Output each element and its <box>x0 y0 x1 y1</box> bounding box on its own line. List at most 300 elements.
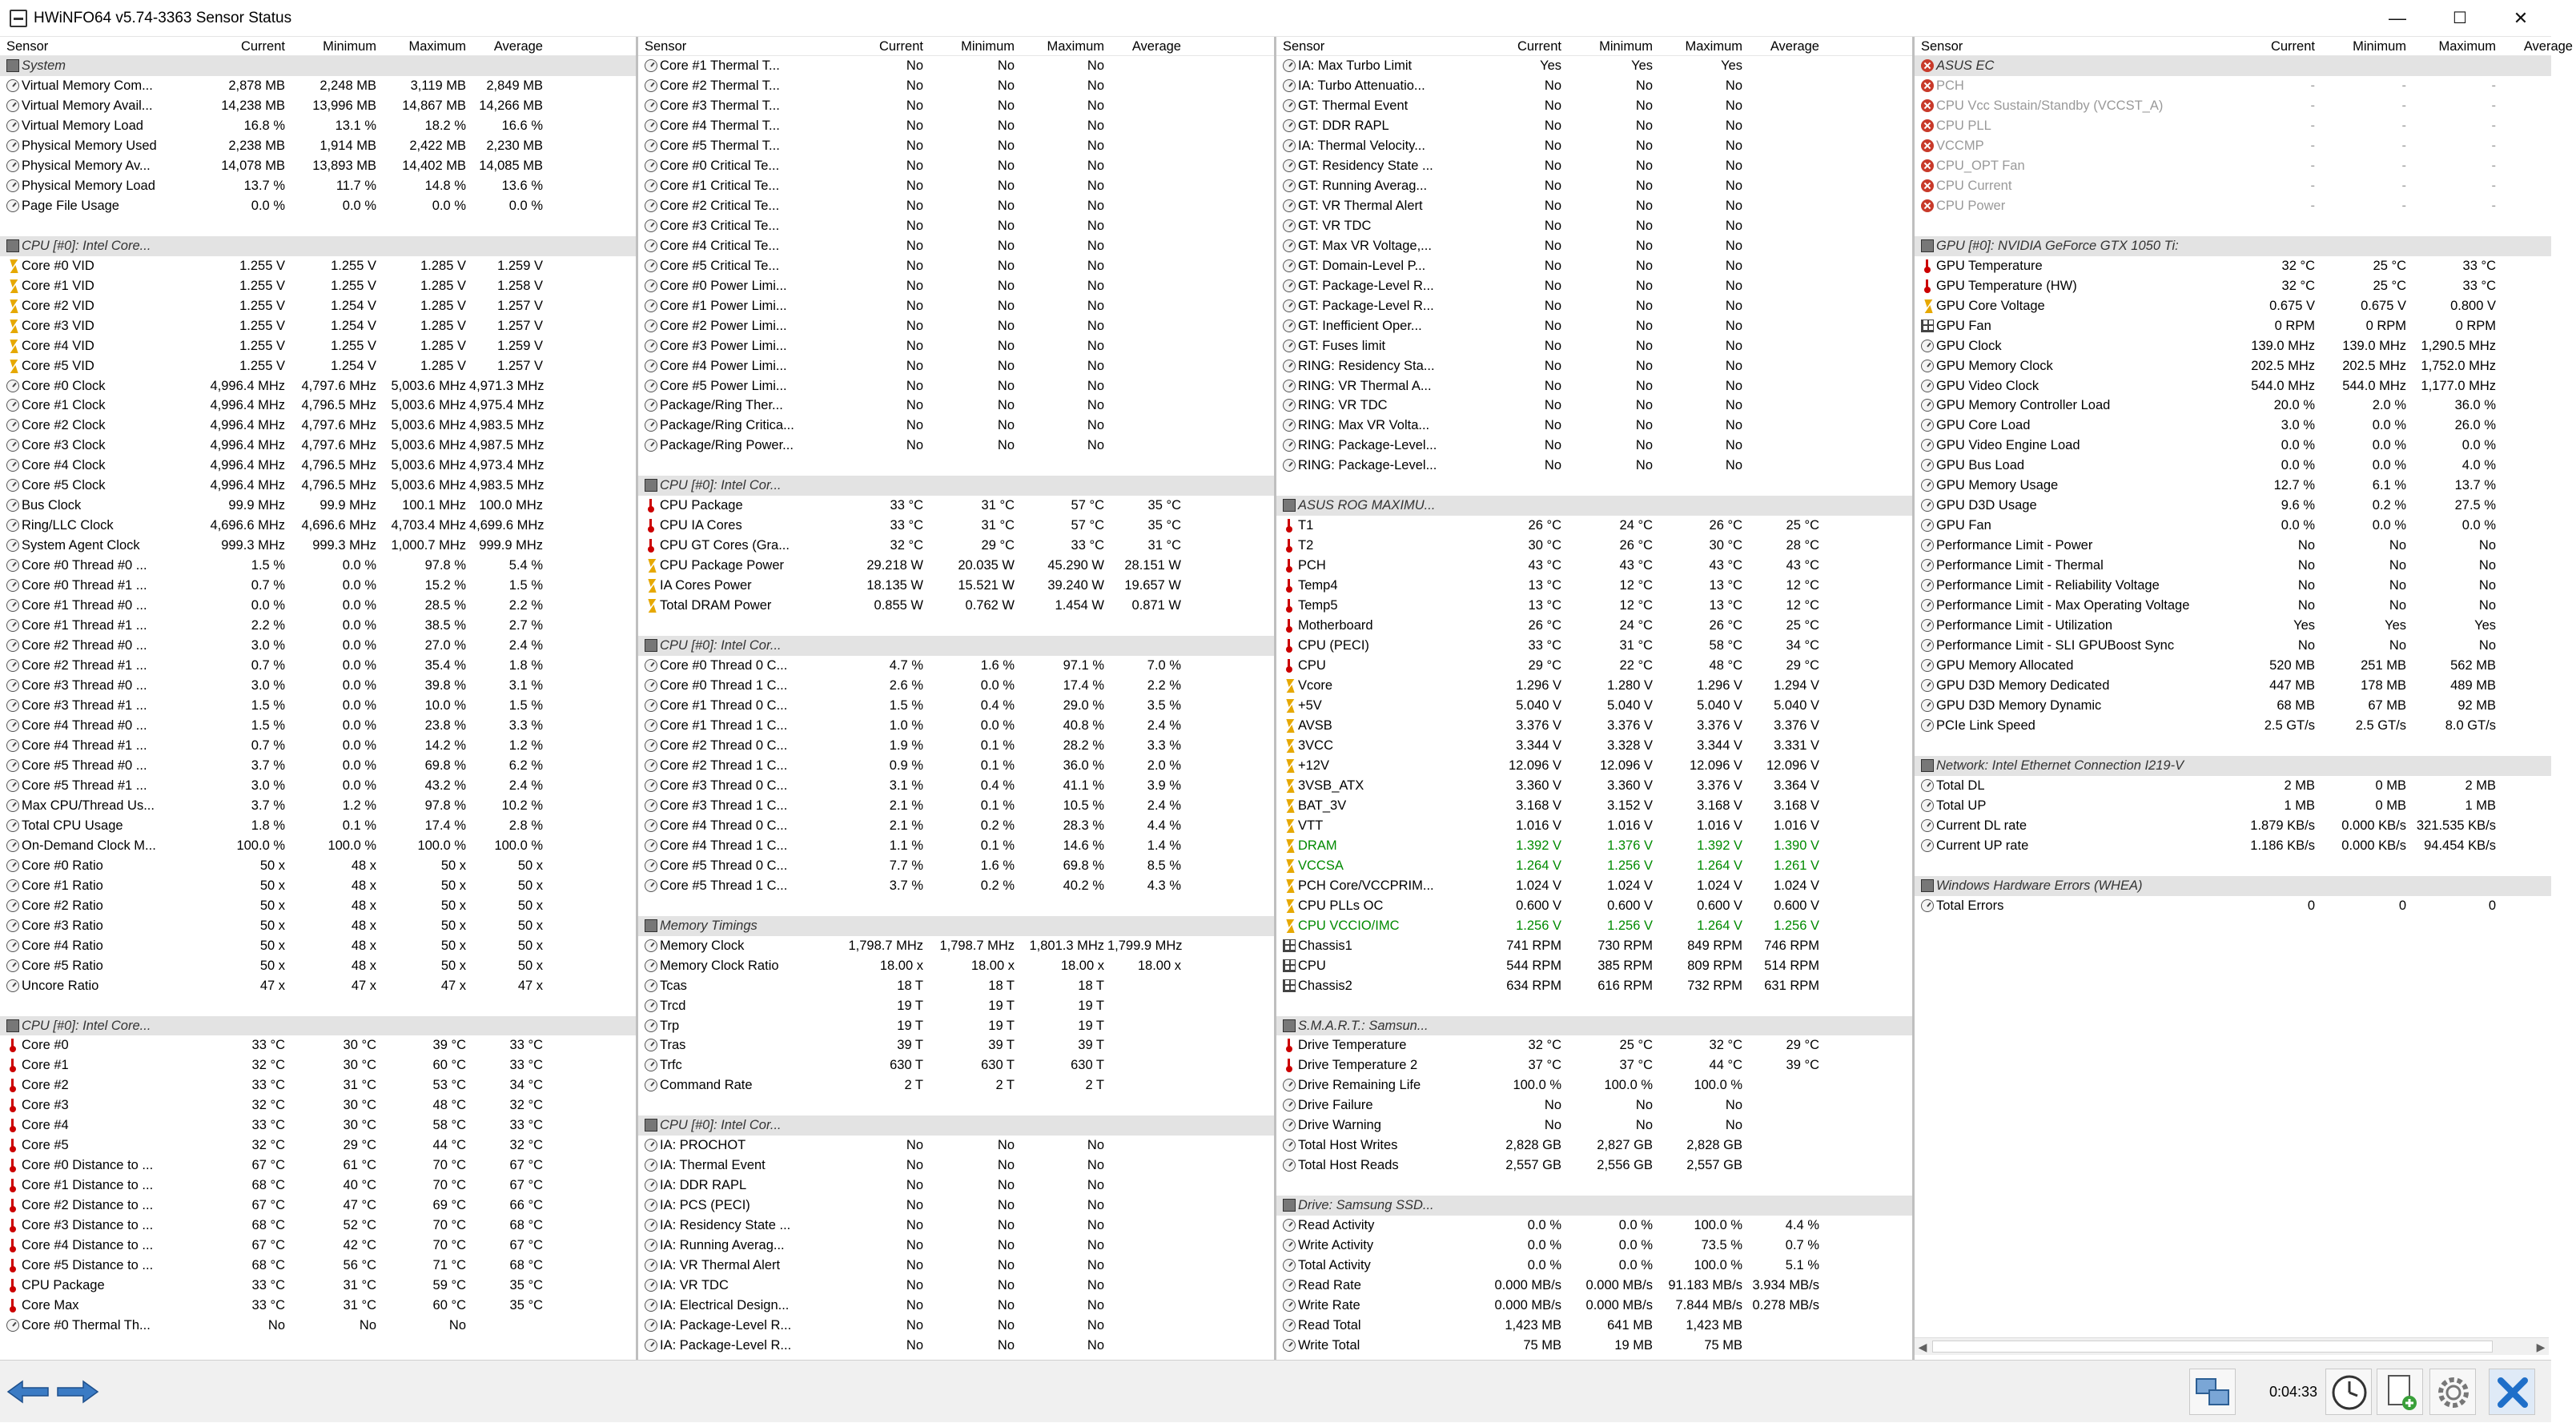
sensor-row[interactable] <box>638 696 1274 716</box>
sensor-row[interactable] <box>1915 336 2551 356</box>
clock-icon[interactable] <box>2325 1369 2372 1415</box>
sensor-row[interactable] <box>638 256 1274 276</box>
sensor-row[interactable] <box>0 876 636 896</box>
sensor-minimum: No <box>997 238 1015 253</box>
sensor-row[interactable] <box>1276 56 1912 76</box>
maximize-button[interactable]: ☐ <box>2453 10 2467 27</box>
sensor-row[interactable] <box>0 1316 636 1336</box>
sensor-row[interactable] <box>1915 696 2551 716</box>
sensor-row[interactable] <box>1915 896 2551 916</box>
sensor-group-header[interactable] <box>638 476 1274 496</box>
sensor-row[interactable] <box>1276 396 1912 416</box>
sensor-row[interactable] <box>638 376 1274 396</box>
sensor-row[interactable] <box>0 596 636 616</box>
sensor-maximum: No <box>1725 318 1742 333</box>
sensor-row[interactable] <box>1915 416 2551 436</box>
column-header-sensor[interactable]: Sensor <box>1921 39 1963 54</box>
sensor-current: No <box>906 338 923 353</box>
sensor-group-header[interactable] <box>638 1115 1274 1136</box>
sensor-row[interactable] <box>1276 956 1912 976</box>
sensor-row[interactable] <box>1915 396 2551 416</box>
sensor-row[interactable] <box>0 916 636 936</box>
column-header-average[interactable]: Average <box>493 39 543 54</box>
sensor-row[interactable] <box>0 576 636 596</box>
sensor-minimum: 4,796.5 MHz <box>301 398 376 413</box>
sensor-row[interactable] <box>1276 916 1912 936</box>
sensor-row[interactable] <box>1915 316 2551 336</box>
sensor-row[interactable] <box>638 1336 1274 1356</box>
sensor-row[interactable] <box>1915 476 2551 496</box>
column-header-average[interactable]: Average <box>1770 39 1819 54</box>
sensor-row[interactable] <box>0 1156 636 1176</box>
column-header-row[interactable] <box>1276 37 1912 56</box>
sensor-row[interactable] <box>638 736 1274 756</box>
column-header-minimum[interactable]: Minimum <box>2353 39 2406 54</box>
sensor-row[interactable] <box>1276 76 1912 96</box>
column-header-average[interactable]: Average <box>2523 39 2573 54</box>
add-report-icon[interactable] <box>2377 1369 2423 1415</box>
sensor-row[interactable] <box>0 1075 636 1095</box>
sensor-row[interactable] <box>1915 156 2551 176</box>
sensor-row[interactable] <box>638 876 1274 896</box>
column-header-minimum[interactable]: Minimum <box>323 39 376 54</box>
sensor-row[interactable] <box>0 436 636 456</box>
sensor-row[interactable] <box>638 996 1274 1016</box>
sensor-row[interactable] <box>1915 96 2551 116</box>
sensor-row[interactable] <box>1915 276 2551 296</box>
sensor-row[interactable] <box>638 496 1274 516</box>
sensor-row[interactable] <box>0 836 636 856</box>
sensor-row[interactable] <box>1276 776 1912 796</box>
sensor-row[interactable] <box>0 1276 636 1296</box>
sensor-row[interactable] <box>1915 116 2551 136</box>
sensor-minimum: 1.280 V <box>1607 678 1653 693</box>
sensor-row[interactable] <box>1915 76 2551 96</box>
sensor-row[interactable] <box>638 676 1274 696</box>
sensor-row[interactable] <box>638 1156 1274 1176</box>
sensor-row[interactable] <box>0 76 636 96</box>
sensor-row[interactable] <box>0 196 636 216</box>
sensor-row[interactable] <box>0 396 636 416</box>
column-header-current[interactable]: Current <box>878 39 923 54</box>
sensor-row[interactable] <box>1276 376 1912 396</box>
sensor-row[interactable] <box>1915 356 2551 376</box>
sensor-group-header[interactable] <box>1915 56 2551 76</box>
column-header-sensor[interactable]: Sensor <box>645 39 687 54</box>
sensor-row[interactable] <box>638 1136 1274 1156</box>
sensor-row[interactable] <box>0 176 636 196</box>
sensor-group-header[interactable] <box>1915 236 2551 256</box>
sensor-row[interactable] <box>1276 96 1912 116</box>
sensor-row[interactable] <box>638 1055 1274 1075</box>
sensor-row[interactable] <box>0 656 636 676</box>
sensor-panel-1[interactable] <box>0 37 638 1360</box>
sensor-row[interactable] <box>638 1035 1274 1055</box>
sensor-row[interactable] <box>1276 1115 1912 1136</box>
sensor-current: 14,078 MB <box>221 158 285 173</box>
sensor-row[interactable] <box>638 196 1274 216</box>
sensor-row[interactable] <box>1276 1075 1912 1095</box>
sensor-row[interactable] <box>1276 836 1912 856</box>
sensor-row[interactable] <box>0 736 636 756</box>
sensor-name: VCCMP <box>1936 138 1984 153</box>
sensor-row[interactable] <box>638 276 1274 296</box>
sensor-minimum: 0.4 % <box>980 698 1015 713</box>
sensor-row[interactable] <box>0 256 636 276</box>
sensor-row[interactable] <box>1276 1296 1912 1316</box>
sensor-row[interactable] <box>0 716 636 736</box>
sensor-name: CPU Package Power <box>660 558 784 573</box>
sensor-row[interactable] <box>1915 496 2551 516</box>
sensor-group-header[interactable] <box>638 636 1274 656</box>
sensor-row[interactable] <box>0 616 636 636</box>
sensor-average: 1.258 V <box>497 278 543 293</box>
sensor-row[interactable] <box>1276 1236 1912 1256</box>
sensor-row[interactable] <box>0 1216 636 1236</box>
column-header-current[interactable]: Current <box>240 39 285 54</box>
sensor-row[interactable] <box>0 1035 636 1055</box>
sensor-name: Core #3 Thread #1 ... <box>22 698 147 713</box>
sensor-row[interactable] <box>1915 196 2551 216</box>
sensor-row[interactable] <box>1915 516 2551 536</box>
sensor-row[interactable] <box>0 1055 636 1075</box>
minimize-button[interactable]: — <box>2389 8 2406 28</box>
sensor-row[interactable] <box>1276 696 1912 716</box>
sensor-row[interactable] <box>1276 256 1912 276</box>
sensor-name: CPU PLLs OC <box>1298 898 1384 913</box>
scroll-right-arrow-icon[interactable]: ▶ <box>2536 1341 2546 1353</box>
sensor-row[interactable] <box>1915 776 2551 796</box>
sensor-row[interactable] <box>0 1136 636 1156</box>
sensor-row[interactable] <box>1276 556 1912 576</box>
sensor-maximum: 1.024 V <box>1697 878 1742 893</box>
sensor-row[interactable] <box>1276 936 1912 956</box>
sensor-row[interactable] <box>1276 756 1912 776</box>
sensor-minimum: 0 RPM <box>2365 318 2406 333</box>
column-header-maximum[interactable]: Maximum <box>408 39 466 54</box>
sensor-row[interactable] <box>638 296 1274 316</box>
column-header-row[interactable] <box>1915 37 2573 56</box>
sensor-row[interactable] <box>1915 596 2551 616</box>
sensor-row[interactable] <box>0 296 636 316</box>
sensor-row[interactable] <box>638 136 1274 156</box>
sensor-row[interactable] <box>1915 656 2551 676</box>
sensor-group-header[interactable] <box>1915 756 2551 776</box>
sensor-row[interactable] <box>638 1016 1274 1036</box>
sensor-row[interactable] <box>1276 176 1912 196</box>
sensor-row[interactable] <box>1915 676 2551 696</box>
sensor-row[interactable] <box>1276 336 1912 356</box>
sensor-row[interactable] <box>1276 456 1912 476</box>
sensor-row[interactable] <box>638 76 1274 96</box>
sensor-row[interactable] <box>1915 616 2551 636</box>
sensor-row[interactable] <box>1276 796 1912 816</box>
sensor-row[interactable] <box>1276 356 1912 376</box>
sensor-panel-3[interactable] <box>1276 37 1915 1360</box>
sensor-row[interactable] <box>1915 176 2551 196</box>
sensor-row[interactable] <box>638 716 1274 736</box>
sensor-row[interactable] <box>1276 416 1912 436</box>
sensor-row[interactable] <box>638 1216 1274 1236</box>
sensor-row[interactable] <box>0 976 636 996</box>
sensor-row[interactable] <box>1915 576 2551 596</box>
sensor-row[interactable] <box>638 1276 1274 1296</box>
sensor-row[interactable] <box>0 756 636 776</box>
sensor-minimum: No <box>997 78 1015 93</box>
sensor-row[interactable] <box>638 816 1274 836</box>
column-header-row[interactable] <box>638 37 1274 56</box>
sensor-row[interactable] <box>638 596 1274 616</box>
sensor-row[interactable] <box>1915 816 2551 836</box>
sensor-row[interactable] <box>0 1236 636 1256</box>
sensor-row[interactable] <box>1915 296 2551 316</box>
sensor-row[interactable] <box>1276 276 1912 296</box>
sensor-current: 1.5 % <box>251 698 285 713</box>
sensor-row[interactable] <box>1276 576 1912 596</box>
sensor-row[interactable] <box>0 416 636 436</box>
sensor-row[interactable] <box>1276 316 1912 336</box>
sensor-row[interactable] <box>1915 376 2551 396</box>
sensor-row[interactable] <box>0 1095 636 1115</box>
sensor-current: No <box>906 1298 923 1313</box>
sensor-row[interactable] <box>638 556 1274 576</box>
sensor-row[interactable] <box>1276 1095 1912 1115</box>
column-header-current[interactable]: Current <box>1517 39 1561 54</box>
sensor-row[interactable] <box>0 676 636 696</box>
sensor-row[interactable] <box>0 956 636 976</box>
sensor-row[interactable] <box>1276 976 1912 996</box>
column-header-sensor[interactable]: Sensor <box>6 39 49 54</box>
horizontal-scrollbar[interactable] <box>1915 1337 2549 1355</box>
sensor-row[interactable] <box>0 336 636 356</box>
sensor-row[interactable] <box>1276 516 1912 536</box>
sensor-row[interactable] <box>638 856 1274 876</box>
sensor-group-header[interactable] <box>1276 1196 1912 1216</box>
sensor-row[interactable] <box>1276 856 1912 876</box>
sensor-group-header[interactable] <box>638 916 1274 936</box>
sensor-average: 1.294 V <box>1774 678 1819 693</box>
close-sensors-icon[interactable] <box>2489 1369 2535 1415</box>
close-window-button[interactable]: ✕ <box>2513 8 2529 28</box>
column-header-minimum[interactable]: Minimum <box>1599 39 1653 54</box>
sensor-row[interactable] <box>638 796 1274 816</box>
sensor-row[interactable] <box>0 636 636 656</box>
sensor-row[interactable] <box>1276 676 1912 696</box>
sensor-row[interactable] <box>1276 656 1912 676</box>
sensor-row[interactable] <box>0 1296 636 1316</box>
sensor-row[interactable] <box>638 576 1274 596</box>
sensor-row[interactable] <box>0 856 636 876</box>
sensor-row[interactable] <box>638 536 1274 556</box>
sensor-row[interactable] <box>0 516 636 536</box>
sensor-average: 47 x <box>517 978 543 993</box>
scrollbar-thumb[interactable] <box>1932 1341 2493 1353</box>
sensor-row[interactable] <box>1276 196 1912 216</box>
scroll-left-arrow-icon[interactable]: ◀ <box>1918 1341 1927 1353</box>
sensor-name: Core #3 Thread #0 ... <box>22 678 147 693</box>
sensor-row[interactable] <box>0 816 636 836</box>
column-header-sensor[interactable]: Sensor <box>1283 39 1325 54</box>
sensor-row[interactable] <box>1276 116 1912 136</box>
sensor-row[interactable] <box>638 56 1274 76</box>
sensor-row[interactable] <box>638 116 1274 136</box>
column-header-maximum[interactable]: Maximum <box>2438 39 2496 54</box>
sensor-row[interactable] <box>638 356 1274 376</box>
column-header-average[interactable]: Average <box>1131 39 1181 54</box>
sensor-row[interactable] <box>638 976 1274 996</box>
scroll-left-icon[interactable] <box>6 1378 50 1405</box>
column-header-minimum[interactable]: Minimum <box>961 39 1015 54</box>
sensor-minimum: 37 °C <box>1619 1058 1653 1073</box>
sensor-row[interactable] <box>0 1256 636 1276</box>
column-header-maximum[interactable]: Maximum <box>1685 39 1742 54</box>
sensor-row[interactable] <box>0 536 636 556</box>
sensor-row[interactable] <box>1276 616 1912 636</box>
sensor-row[interactable] <box>1915 556 2551 576</box>
sensor-maximum: 2 MB <box>2465 778 2496 793</box>
sensor-row[interactable] <box>0 696 636 716</box>
sensor-row[interactable] <box>0 1115 636 1136</box>
sensor-group-header[interactable] <box>1915 876 2551 896</box>
sensor-row[interactable] <box>638 436 1274 456</box>
sensor-row[interactable] <box>0 476 636 496</box>
sensor-row[interactable] <box>0 496 636 516</box>
sensor-minimum: 13.1 % <box>335 118 376 133</box>
sensor-row[interactable] <box>1276 896 1912 916</box>
sensor-row[interactable] <box>638 1075 1274 1095</box>
sensor-row[interactable] <box>638 96 1274 116</box>
sensor-row[interactable] <box>1276 136 1912 156</box>
sensor-current: 4,996.4 MHz <box>210 418 285 433</box>
sensor-row[interactable] <box>1276 636 1912 656</box>
sensor-row[interactable] <box>1276 216 1912 236</box>
sensor-row[interactable] <box>0 96 636 116</box>
sensor-row[interactable] <box>638 336 1274 356</box>
column-header-maximum[interactable]: Maximum <box>1047 39 1104 54</box>
sensor-row[interactable] <box>1276 296 1912 316</box>
sensor-maximum: 18.2 % <box>424 118 466 133</box>
sensor-row[interactable] <box>0 896 636 916</box>
sensor-row[interactable] <box>638 1316 1274 1336</box>
sensor-row[interactable] <box>1276 716 1912 736</box>
sensor-group-header[interactable] <box>0 236 636 256</box>
sensor-row[interactable] <box>638 1176 1274 1196</box>
sensor-row[interactable] <box>1276 1035 1912 1055</box>
sensor-row[interactable] <box>0 1176 636 1196</box>
sensor-row[interactable] <box>1915 796 2551 816</box>
sensor-row[interactable] <box>1276 1156 1912 1176</box>
sensor-row[interactable] <box>0 276 636 296</box>
sensor-row[interactable] <box>1276 876 1912 896</box>
sensor-row[interactable] <box>1276 596 1912 616</box>
sensor-average: 1.257 V <box>497 318 543 333</box>
sensor-row[interactable] <box>0 936 636 956</box>
sensor-group-header[interactable] <box>1276 1016 1912 1036</box>
sensor-row[interactable] <box>1276 736 1912 756</box>
sensor-maximum: 60 °C <box>432 1298 466 1313</box>
settings-gear-icon[interactable] <box>2429 1369 2476 1415</box>
sensor-row[interactable] <box>0 156 636 176</box>
sensor-row[interactable] <box>638 396 1274 416</box>
sensor-row[interactable] <box>638 316 1274 336</box>
sensor-row[interactable] <box>1276 1055 1912 1075</box>
sensor-row[interactable] <box>638 1296 1274 1316</box>
sensor-row[interactable] <box>1915 136 2551 156</box>
sensor-name: Write Activity <box>1298 1238 1374 1253</box>
sensor-name: CPU PLL <box>1936 118 1991 133</box>
sensor-row[interactable] <box>638 756 1274 776</box>
sensor-row[interactable] <box>638 1256 1274 1276</box>
column-header-current[interactable]: Current <box>2270 39 2315 54</box>
sensor-row[interactable] <box>1915 536 2551 556</box>
sensor-row[interactable] <box>1276 1216 1912 1236</box>
sensor-row[interactable] <box>0 556 636 576</box>
sensor-row[interactable] <box>1915 256 2551 276</box>
sensor-row[interactable] <box>1276 1256 1912 1276</box>
sensor-row[interactable] <box>0 116 636 136</box>
sensor-name: Uncore Ratio <box>22 978 99 993</box>
sensor-row[interactable] <box>0 316 636 336</box>
sensor-row[interactable] <box>638 216 1274 236</box>
sensor-panel-2[interactable] <box>638 37 1276 1360</box>
sensor-row[interactable] <box>1276 1336 1912 1356</box>
sensor-row[interactable] <box>1276 1136 1912 1156</box>
sensor-row[interactable] <box>638 836 1274 856</box>
sensor-row[interactable] <box>1276 236 1912 256</box>
sensor-row[interactable] <box>1915 716 2551 736</box>
sensor-row[interactable] <box>638 656 1274 676</box>
sensor-row[interactable] <box>1276 156 1912 176</box>
sensor-row[interactable] <box>638 156 1274 176</box>
sensor-group-header[interactable] <box>0 56 636 76</box>
sensor-row[interactable] <box>1276 816 1912 836</box>
sensor-row[interactable] <box>1276 1276 1912 1296</box>
sensor-row[interactable] <box>1276 1316 1912 1336</box>
scroll-right-icon[interactable] <box>56 1378 99 1405</box>
sensor-row[interactable] <box>638 776 1274 796</box>
sensor-row[interactable] <box>638 516 1274 536</box>
sensor-row[interactable] <box>0 136 636 156</box>
sensor-group-header[interactable] <box>1276 496 1912 516</box>
sensor-row[interactable] <box>638 236 1274 256</box>
sensor-row[interactable] <box>1276 436 1912 456</box>
sensor-panel-4[interactable] <box>1915 37 2573 1360</box>
sensor-current: 544.0 MHz <box>2251 378 2315 393</box>
sensor-row[interactable] <box>638 1236 1274 1256</box>
sensor-row[interactable] <box>0 456 636 476</box>
sensor-row[interactable] <box>0 776 636 796</box>
sensor-row[interactable] <box>0 1196 636 1216</box>
sensor-row[interactable] <box>0 356 636 376</box>
sensor-row[interactable] <box>1915 436 2551 456</box>
sensor-row[interactable] <box>1915 636 2551 656</box>
sensor-row[interactable] <box>1915 456 2551 476</box>
sensor-name: RING: Residency Sta... <box>1298 358 1435 373</box>
sensor-row[interactable] <box>0 796 636 816</box>
sensor-row[interactable] <box>638 176 1274 196</box>
column-header-row[interactable] <box>0 37 636 56</box>
sensor-row[interactable] <box>0 376 636 396</box>
sensor-row[interactable] <box>638 416 1274 436</box>
sensor-row[interactable] <box>638 956 1274 976</box>
sensor-row[interactable] <box>1915 836 2551 856</box>
sensor-group-header[interactable] <box>0 1016 636 1036</box>
sensor-row[interactable] <box>638 1196 1274 1216</box>
sensor-row[interactable] <box>638 936 1274 956</box>
network-sync-icon[interactable] <box>2189 1369 2236 1415</box>
sensor-row[interactable] <box>1276 536 1912 556</box>
sensor-maximum: No <box>1087 1218 1104 1233</box>
